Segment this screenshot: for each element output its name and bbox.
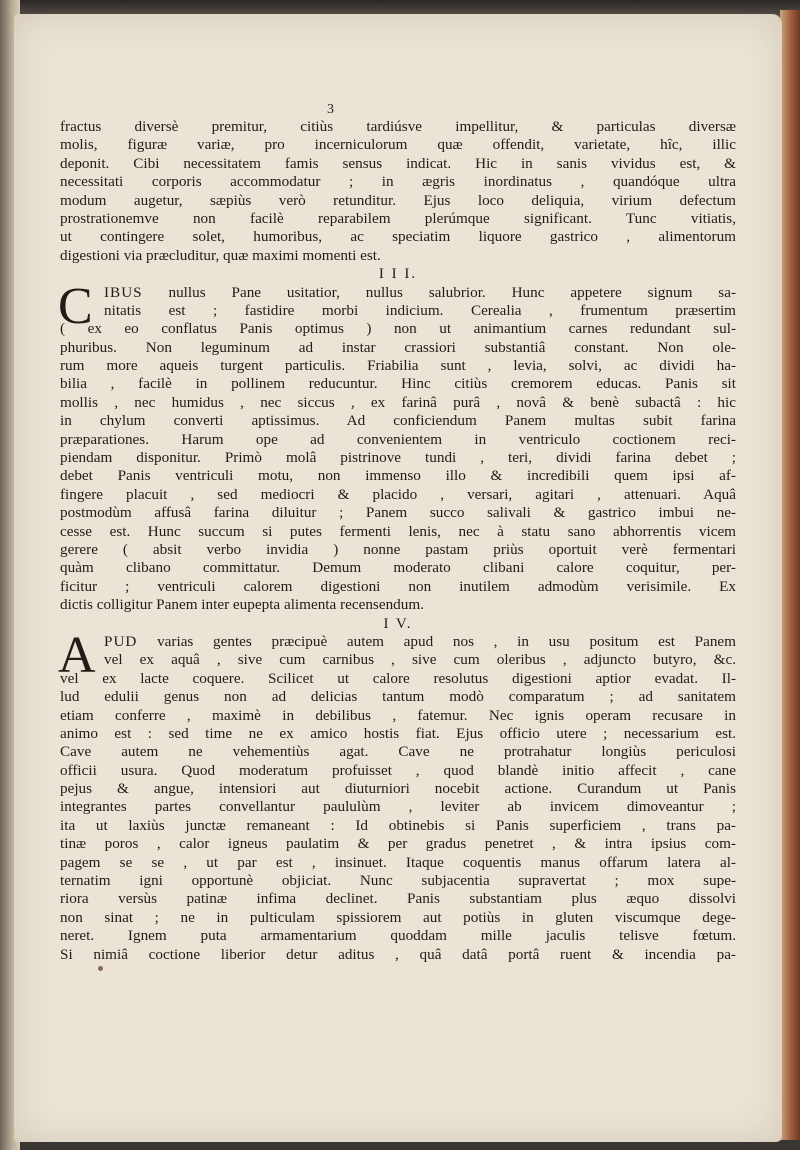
text-line: Si nimiâ coctione liberior detur aditus , quâ datâ portâ ruent & incendia pa- <box>60 945 736 963</box>
text-line: ( ex eo conflatus Panis optimus ) non ut animantium carnes redundant sul- <box>60 320 736 338</box>
text-line: vel ex aquâ , sive cum carnibus , sive cum oleribus , adjuncto butyro, &c. <box>104 651 736 669</box>
text-line: mollis , nec humidus , nec siccus , ex farinâ purâ , novâ & benè subactâ : hic <box>60 393 736 411</box>
text-line: fractus diversè premitur, citiùs tardiúsve impellitur, & particulas diversæ <box>60 118 736 135</box>
text-line: etiam conferre , maximè in debilibus , fatemur. Nec ignis operam recusare in <box>60 706 736 724</box>
text-line: in chylum converti aptissimus. Ad conficiendum Panem multas subit farina <box>60 412 736 430</box>
text-line: phuribus. Non leguminum ad instar crassiori substantiâ constant. Non ole- <box>60 338 736 356</box>
text-line: neret. Ignem puta armamentarium quoddam mille jaculis telisve fœtum. <box>60 927 736 945</box>
text-line: fingere placuit , sed mediocri & placido , versari, agitari , attenuari. Aquâ <box>60 485 736 503</box>
text-line: ficitur ; ventriculi calorem digestioni non inutilem admodùm verisimile. Ex <box>60 577 736 595</box>
section-heading-iii: I I I. <box>378 266 418 283</box>
text-line: piendam disponitur. Primò molâ pistrinove tundi , teri, dividi farina debet ; <box>60 449 736 467</box>
text-line: rum more aqueis turgent particulis. Friabilia sunt , levia, solvi, ac dividi ha- <box>60 357 736 375</box>
text-line: deponit. Cibi necessitatem famis sensus indicat. Hic in sanis vividus est, & <box>60 154 736 172</box>
text-line-rest: nullus Pane usitatior, nullus salubrior. Hunc appetere signum sa- <box>142 283 736 301</box>
text-line-rest: varias gentes præcipuè autem apud nos , in usu positum est Panem <box>137 632 736 650</box>
text-line: prostrationemve non facilè reparabilem plerúmque significant. Tunc vitiatis, <box>60 209 736 227</box>
text-line: molis, figuræ variæ, pro incerniculorum quæ offendit, varietate, hîc, illic <box>60 136 736 154</box>
text-line: præparationes. Harum ope ad convenientem in ventriculo coctionem reci- <box>60 430 736 448</box>
section-iv <box>58 626 736 964</box>
text-line: vel ex lacte coquere. Scilicet ut calore resolutus digestioni aptior evadat. Il- <box>60 669 736 687</box>
text-line: integrantes partes convellantur paululùm , leviter ab invicem dimoveantur ; <box>60 798 736 816</box>
opening-word: IBUS <box>104 283 143 301</box>
text-line: bilia , facilè in pollinem reducuntur. Hinc citiùs cremorem educas. Panis sit <box>60 375 736 393</box>
section-heading-iv: I V. <box>383 615 413 632</box>
text-line: riora versùs patinæ infima declinet. Panis substantiam plus æquo dissolvi <box>60 890 736 908</box>
text-line <box>60 633 736 651</box>
text-line <box>60 284 736 302</box>
text-line: modum augetur, sæpiùs verò retunditur. Ejus loco deliquia, virium defectum <box>60 191 736 209</box>
text-line: dictis colligitur Panem inter eupepta alimenta recensendum. <box>60 596 424 614</box>
opening-word: PUD <box>104 632 138 650</box>
text-line: debet Panis ventriculi motu, non immenso illo & incredibili quem ipsi af- <box>60 467 736 485</box>
text-line: nitatis est ; fastidire morbi indicium. Cerealia , frumentum præsertim <box>104 301 736 319</box>
text-line: animo est : sed time ne ex amico hostis fiat. Ejus officio utere ; necessarium est. <box>60 724 736 742</box>
text-line: gerere ( absit verbo invidia ) nonne pastam priùs oportuit verè fermentari <box>60 540 736 558</box>
text-line: postmodùm affusâ farina diluitur ; Panem succo salivali & gastrico imbui ne- <box>60 504 736 522</box>
text-line: tinæ poros , calor igneus paulatim & per gradus penetret , & intra ipsius com- <box>60 835 736 853</box>
section-continuation <box>60 118 736 265</box>
text-line: cesse est. Hunc succum si putes fermenti lenis, nec à statu sano abhorrentis vicem <box>60 522 736 540</box>
paper-stain <box>98 966 103 971</box>
text-line: ternatim igni opportunè objiciat. Nunc subjacentia supravertat ; mox supe- <box>60 872 736 890</box>
text-line: digestioni via præcluditur, quæ maximi momenti est. <box>60 246 381 264</box>
page-text <box>60 118 736 964</box>
section-iii <box>58 277 736 615</box>
text-line: quàm clibano committatur. Demum moderato clibani calore coquitur, per- <box>60 559 736 577</box>
text-line: pejus & angue, intensiori aut diuturniori nocebit actione. Curandum ut Panis <box>60 780 736 798</box>
page-number: 3 <box>327 102 334 117</box>
page-fore-edge <box>780 10 800 1140</box>
text-line: ita ut laxiùs junctæ remaneant : Id obtinebis si Panis superficiem , trans pa- <box>60 816 736 834</box>
text-line: ut contingere solet, humoribus, ac speciatim liquore gastrico , alimentorum <box>60 228 736 246</box>
drop-cap: C <box>58 277 93 335</box>
text-line: officii usura. Quod moderatum profuisset , quod blandè initio affecit , cane <box>60 761 736 779</box>
drop-cap: A <box>58 626 96 684</box>
text-line: pagem se se , ut par est , insinuet. Itaque coquentis manus offarum latera al- <box>60 853 736 871</box>
text-line: non sinat ; ne in pulticulam spissiorem aut potiùs in gluten viscumque dege- <box>60 908 736 926</box>
text-line: lud edulii genus non ad delicias tantum modò comparatum ; ad sanitatem <box>60 688 736 706</box>
text-line: Cave autem ne vehementiùs agat. Cave ne protrahatur longiùs periculosi <box>60 743 736 761</box>
text-line: necessitati corporis accommodatur ; in ægris inordinatus , quandóque ultra <box>60 173 736 191</box>
